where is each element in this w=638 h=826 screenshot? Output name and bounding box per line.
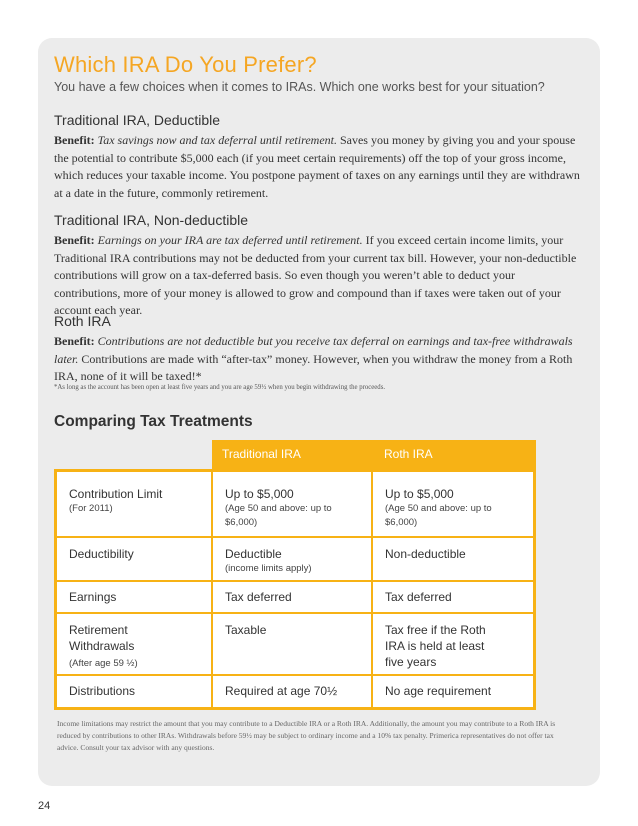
roth-value: No age requirement — [385, 684, 492, 698]
table-row — [57, 472, 533, 536]
header-traditional-ira: Traditional IRA — [212, 440, 374, 469]
benefit-detail: Saves you money by giving you and your spouse the potential to contribute $5,000 each (if you meet certain requirements) off the top of your gross income, which reduces your taxable income. You postpone payment of taxes on any earnings until they are withdrawn at a date in the future, commonly retirement. — [54, 133, 580, 200]
page-number: 24 — [38, 800, 51, 812]
row-label — [57, 676, 211, 707]
row-label — [57, 472, 211, 536]
header-roth-ira: Roth IRA — [374, 440, 536, 469]
roth-value: Tax deferred — [385, 590, 452, 604]
traditional-value: Tax deferred — [225, 590, 292, 604]
comparison-title: Comparing Tax Treatments — [54, 413, 253, 430]
table-header — [54, 440, 536, 469]
benefit-label: Benefit: — [54, 133, 95, 147]
row-label-text: Distributions — [69, 684, 136, 698]
header-spacer — [54, 440, 212, 469]
traditional-value: Deductible — [225, 547, 282, 561]
row-label — [57, 582, 211, 612]
roth-note: (Age 50 and above: up to $6,000) — [385, 503, 492, 528]
traditional-value: Up to $5,000 — [225, 487, 294, 501]
page-title: Which IRA Do You Prefer? — [54, 52, 317, 77]
roth-cell — [373, 614, 533, 674]
benefit-label: Benefit: — [54, 334, 95, 348]
traditional-cell — [213, 676, 371, 707]
traditional-cell — [213, 582, 371, 612]
benefit-summary: Contributions are not deductible but you receive tax deferral on earnings and tax-free withdrawals later. — [54, 334, 573, 366]
roth-value: Tax free if the Roth IRA is held at least five years — [385, 623, 486, 669]
comparison-table — [54, 440, 536, 710]
traditional-cell — [213, 538, 371, 580]
roth-cell — [373, 472, 533, 536]
traditional-note: (Age 50 and above: up to $6,000) — [225, 503, 332, 528]
roth-cell — [373, 582, 533, 612]
traditional-value: Taxable — [225, 623, 267, 637]
table-body — [54, 469, 536, 710]
section-body — [54, 333, 584, 386]
section-roth — [54, 313, 584, 386]
row-label-text: Contribution Limit — [69, 487, 163, 501]
roth-cell — [373, 538, 533, 580]
section-heading: Roth IRA — [54, 313, 111, 329]
benefit-summary: Tax savings now and tax deferral until retirement. — [97, 133, 337, 147]
section-body — [54, 232, 584, 320]
page-subtitle: You have a few choices when it comes to IRAs. Which one works best for your situation? — [54, 80, 545, 94]
table-row — [57, 538, 533, 580]
row-label-text: Earnings — [69, 590, 117, 604]
row-label-sub: (For 2011) — [69, 503, 113, 514]
traditional-cell — [213, 472, 371, 536]
footnote: *As long as the account has been open at least five years and you are age 59½ when you begin withdrawing the proceeds. — [54, 384, 386, 391]
section-body — [54, 132, 584, 202]
roth-cell — [373, 676, 533, 707]
table-row — [57, 676, 533, 707]
section-traditional-nondeductible — [54, 212, 584, 320]
benefit-detail: If you exceed certain income limits, your Traditional IRA contributions may not be deducted from your current tax bill. However, your non-deductible contributions will grow on a tax-deferred basis. So even though you weren’t able to deduct your contributions, more of your money is allowed to grow and compound than if taxes were taken out of your account each year. — [54, 233, 577, 317]
row-label-sub: (After age 59 ½) — [69, 658, 138, 669]
table-row — [57, 582, 533, 612]
section-traditional-deductible — [54, 112, 584, 202]
traditional-value: Required at age 70½ — [225, 684, 338, 698]
section-heading: Traditional IRA, Non-deductible — [54, 212, 249, 228]
benefit-detail: Contributions are made with “after-tax” money. However, when you withdraw the money from a Roth IRA, none of it will be taxed!* — [54, 351, 573, 383]
row-label-text: Retirement Withdrawals — [69, 623, 135, 653]
traditional-note: (income limits apply) — [225, 563, 312, 574]
benefit-label: Benefit: — [54, 233, 95, 247]
row-label — [57, 538, 211, 580]
roth-value: Non-deductible — [385, 547, 466, 561]
disclaimer: Income limitations may restrict the amount that you may contribute to a Deductible IRA or a Roth IRA. Additionally, the amount you may contribute to a Roth IRA is reduced by contributions to other IRAs. Withdrawals before 59½ may be subject to ordinary income and a 10% tax penalty. Primerica representatives do not offer tax advice. Consult your tax advisor with any questions. — [57, 719, 556, 752]
benefit-summary: Earnings on your IRA are tax deferred until retirement. — [97, 233, 363, 247]
table-row — [57, 614, 533, 674]
row-label-text: Deductibility — [69, 547, 134, 561]
roth-value: Up to $5,000 — [385, 487, 454, 501]
section-heading: Traditional IRA, Deductible — [54, 112, 221, 128]
traditional-cell — [213, 614, 371, 674]
table-grid — [57, 472, 533, 707]
row-label — [57, 614, 211, 674]
